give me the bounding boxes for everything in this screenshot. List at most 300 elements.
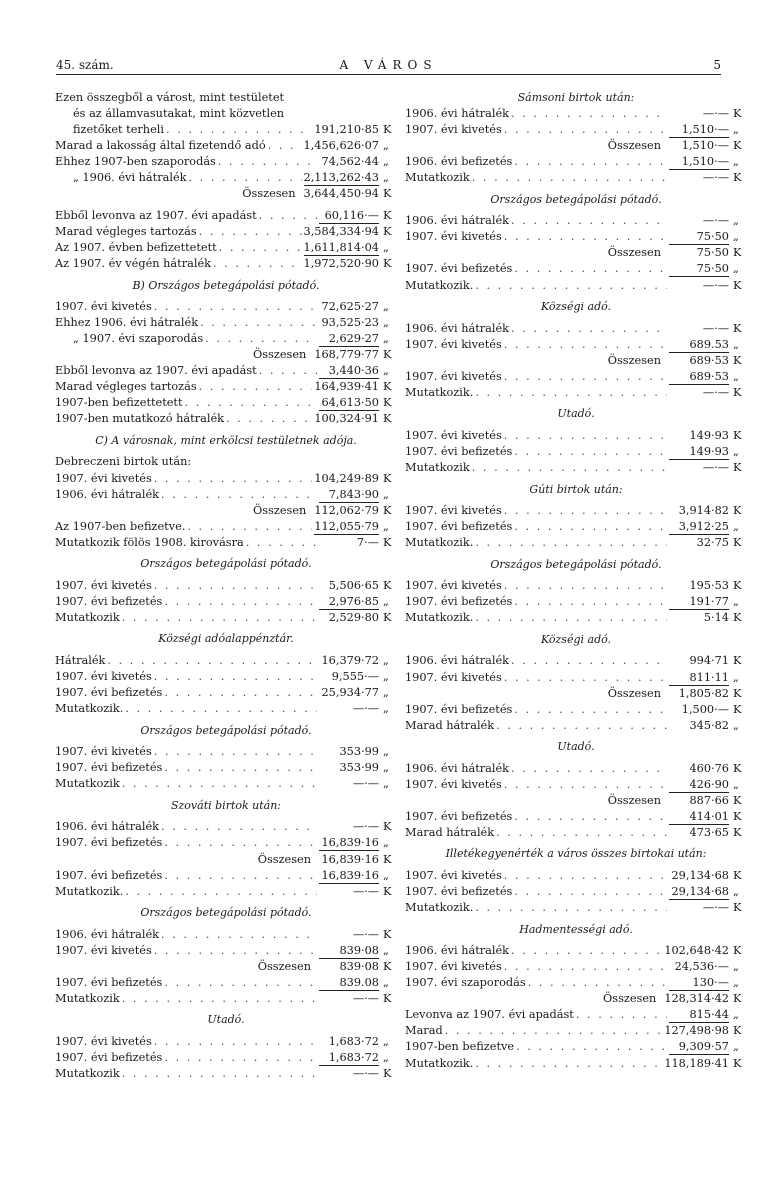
dot-leader <box>188 170 301 186</box>
row-label: Mutatkozik. <box>405 1056 474 1070</box>
dot-leader <box>504 369 667 385</box>
dot-leader <box>268 138 302 154</box>
currency-mark: K <box>383 396 392 410</box>
dot-leader <box>514 154 667 170</box>
row-label: 1906. évi befizetés <box>405 155 513 169</box>
row-label: 1907. évi befizetés <box>55 868 163 882</box>
currency-mark: K <box>383 503 392 517</box>
row-value: —·— <box>702 171 729 185</box>
ledger-row <box>55 610 397 626</box>
row-value: 839·08 <box>339 959 379 973</box>
row-label: Összesen <box>603 992 657 1006</box>
row-value: 118,189·41 <box>664 1056 729 1070</box>
row-value: 3,584,334·94 <box>303 224 379 238</box>
section-heading: Községi adó. <box>540 300 612 314</box>
row-value: —·— <box>702 385 729 399</box>
row-label: Marad hátralék <box>405 718 495 732</box>
row-value: 149·93 <box>669 445 729 460</box>
dot-leader <box>226 411 312 427</box>
dot-leader <box>213 256 302 272</box>
row-value: —·— <box>352 927 379 941</box>
ledger-row <box>405 777 747 793</box>
section-heading: Szováti birtok után: <box>170 798 282 812</box>
currency-mark: „ <box>383 155 389 169</box>
row-label: Mutatkozik. <box>405 901 474 915</box>
currency-mark: K <box>733 107 742 121</box>
currency-mark: K <box>383 123 392 137</box>
ledger-row <box>55 224 397 240</box>
row-value: 1,500·— <box>681 702 729 716</box>
row-value: 32·75 <box>696 536 729 550</box>
ledger-row <box>405 578 747 594</box>
row-label: Összesen <box>607 686 661 700</box>
row-label: Mutatkozik <box>55 991 120 1005</box>
row-value: —·— <box>702 214 729 228</box>
row-label: Mutatkozik fölös 1908. kirovásra <box>55 535 244 549</box>
dot-leader <box>504 503 667 519</box>
row-value: 29,134·68 <box>671 869 729 883</box>
ledger-row <box>55 154 397 170</box>
row-label: 1907. évi befizetés <box>405 595 513 609</box>
row-value: 16,839·16 <box>319 836 379 851</box>
row-value: 811·11 <box>669 671 729 686</box>
row-label: 1907. évi befizetés <box>405 262 513 276</box>
row-label: Mutatkozik. <box>55 884 124 898</box>
ledger-row <box>405 809 747 825</box>
total-row <box>55 852 397 868</box>
ledger-row <box>405 444 747 460</box>
currency-mark: K <box>733 992 742 1006</box>
row-value: 1,611,814·04 <box>303 240 379 254</box>
dot-leader <box>199 379 313 395</box>
dot-leader <box>504 428 667 444</box>
currency-mark: „ <box>733 595 739 609</box>
row-label: 1907. évi befizetés <box>55 686 163 700</box>
ledger-row <box>55 379 397 395</box>
dot-leader <box>514 444 667 460</box>
ledger-row <box>55 744 397 760</box>
row-label: 1907. évi szaporodás <box>405 976 526 990</box>
currency-mark: „ <box>383 670 389 684</box>
row-value: —·— <box>702 278 729 292</box>
section-heading: Hadmentességi adó. <box>519 922 633 936</box>
dot-leader <box>445 1023 663 1039</box>
row-value: 149·93 <box>689 428 729 442</box>
dot-leader <box>475 610 667 626</box>
currency-mark: K <box>733 611 742 625</box>
currency-mark: K <box>733 536 742 550</box>
dot-leader <box>514 261 667 277</box>
row-value: 60,116·— <box>319 209 379 224</box>
ledger-row <box>405 900 747 916</box>
row-value: 414·01 <box>669 810 729 825</box>
dot-leader <box>199 224 302 240</box>
row-label: Mutatkozik. <box>55 702 124 716</box>
section-heading: Országos betegápolási pótadó. <box>490 557 662 571</box>
row-label: 1907. évi kivetés <box>405 337 502 351</box>
currency-mark: „ <box>733 262 739 276</box>
dot-leader <box>161 487 317 503</box>
publication-title: A VÁROS <box>339 58 438 72</box>
row-value: 102,648·42 <box>664 944 729 958</box>
currency-mark: K <box>733 793 742 807</box>
currency-mark: K <box>733 428 742 442</box>
currency-mark: „ <box>383 745 389 759</box>
row-label: Mutatkozik. <box>405 278 474 292</box>
ledger-row <box>405 106 747 122</box>
ledger-row <box>55 122 397 138</box>
page-number: 5 <box>713 58 721 72</box>
row-value: 689·53 <box>689 353 729 367</box>
section-heading: Országos betegápolási pótadó. <box>140 557 312 571</box>
currency-mark: K <box>733 321 742 335</box>
row-label: Mutatkozik <box>55 1067 120 1081</box>
ledger-row <box>405 154 747 170</box>
row-value: 1,683·72 <box>328 1034 379 1048</box>
row-value: 1,683·72 <box>319 1051 379 1066</box>
dot-leader <box>511 321 667 337</box>
currency-mark: K <box>733 579 742 593</box>
ledger-row <box>405 1007 747 1023</box>
currency-mark: K <box>733 869 742 883</box>
dot-leader <box>166 122 312 138</box>
row-value: 7,843·90 <box>319 488 379 503</box>
dot-leader <box>161 927 317 943</box>
row-label: 1907. évi befizetés <box>405 702 513 716</box>
ledger-row <box>55 701 397 717</box>
row-value: —·— <box>352 702 379 716</box>
row-value: 130·— <box>669 976 729 991</box>
dot-leader <box>259 363 317 379</box>
currency-mark: „ <box>733 444 739 458</box>
currency-mark: K <box>733 1024 742 1038</box>
row-value: —·— <box>352 820 379 834</box>
dot-leader <box>164 975 317 991</box>
currency-mark: K <box>383 208 392 222</box>
issue-number: 45. szám. <box>56 58 114 72</box>
ledger-row <box>405 1056 747 1072</box>
currency-mark: K <box>383 884 392 898</box>
row-value: 3,914·82 <box>678 504 729 518</box>
currency-mark: K <box>733 460 742 474</box>
dot-leader <box>154 744 317 760</box>
currency-mark: „ <box>733 960 739 974</box>
row-label: 1907. évi befizetés <box>55 761 163 775</box>
dot-leader <box>472 460 667 476</box>
dot-leader <box>125 701 317 717</box>
section-heading: Utadó. <box>557 407 595 421</box>
ledger-row <box>405 884 747 900</box>
row-value: —·— <box>352 884 379 898</box>
currency-mark: K <box>383 412 392 426</box>
row-value: 16,839·16 <box>321 852 379 866</box>
currency-mark: K <box>733 171 742 185</box>
currency-mark: K <box>733 702 742 716</box>
currency-mark: K <box>733 761 742 775</box>
currency-mark: „ <box>383 332 389 346</box>
total-row <box>405 245 747 261</box>
row-value: 689.53 <box>669 338 729 353</box>
row-label: 1907. évi kivetés <box>405 428 502 442</box>
row-value: 9,309·57 <box>669 1040 729 1055</box>
currency-mark: „ <box>733 885 739 899</box>
currency-mark: „ <box>383 594 389 608</box>
row-value: 104,249·89 <box>314 471 379 485</box>
currency-mark: „ <box>733 337 739 351</box>
dot-leader <box>122 776 317 792</box>
row-value: 75·50 <box>669 230 729 245</box>
ledger-row <box>405 369 747 385</box>
currency-mark: K <box>383 380 392 394</box>
row-value: 24,536·— <box>674 960 729 974</box>
section-heading: Községi adó. <box>540 632 612 646</box>
dot-leader <box>514 519 667 535</box>
row-label: Marad <box>405 1024 443 1038</box>
currency-mark: K <box>733 139 742 153</box>
dot-leader <box>200 315 317 331</box>
ledger-row <box>405 959 747 975</box>
dot-leader <box>475 1056 662 1072</box>
row-value: 1,805·82 <box>678 686 729 700</box>
row-label: 1907. évi befizetés <box>405 809 513 823</box>
currency-mark: „ <box>733 1008 739 1022</box>
row-label: Összesen <box>607 793 661 807</box>
section-heading: Országos betegápolási pótadó. <box>140 723 312 737</box>
row-label: Mutatkozik <box>405 171 470 185</box>
row-label: „ 1907. évi szaporodás <box>73 332 204 346</box>
ledger-row <box>405 122 747 138</box>
row-label: 1907. évi kivetés <box>55 670 152 684</box>
row-label: Mutatkozik. <box>405 536 474 550</box>
row-label: 1906. évi hátralék <box>55 487 160 501</box>
currency-mark: K <box>733 504 742 518</box>
row-value: 3,644,450·94 <box>303 187 379 201</box>
currency-mark: K <box>383 535 392 549</box>
currency-mark: K <box>733 825 742 839</box>
row-label: Ehhez 1907-ben szaporodás <box>55 155 216 169</box>
row-value: 75·50 <box>669 262 729 277</box>
ledger-row <box>55 240 397 256</box>
currency-mark: K <box>733 686 742 700</box>
ledger-row <box>55 685 397 701</box>
dot-leader <box>504 122 667 138</box>
ledger-row <box>55 578 397 594</box>
ledger-row <box>55 653 397 669</box>
row-label: Összesen <box>257 959 311 973</box>
ledger-row <box>55 776 397 792</box>
row-value: 195·53 <box>689 579 729 593</box>
row-value: 7·— <box>356 535 379 549</box>
dot-leader <box>154 578 317 594</box>
row-value: 815·44 <box>669 1008 729 1023</box>
row-label: Ebből levonva az 1907. évi apadást <box>55 208 257 222</box>
currency-mark: K <box>733 1056 742 1070</box>
ledger-row <box>55 487 397 503</box>
ledger-row <box>55 471 397 487</box>
ledger-row <box>405 460 747 476</box>
page-header <box>56 56 721 75</box>
dot-leader <box>164 868 317 884</box>
ledger-row <box>55 454 397 470</box>
section-heading: Gúti birtok után: <box>529 482 623 496</box>
currency-mark: K <box>383 187 392 201</box>
row-label: Mutatkozik. <box>405 611 474 625</box>
currency-mark: „ <box>733 155 739 169</box>
currency-mark: „ <box>383 761 389 775</box>
row-value: 1,510·— <box>681 139 729 153</box>
row-value: 72,625·27 <box>321 300 379 314</box>
row-label: Marad végleges tartozás <box>55 224 197 238</box>
row-label: 1907. évi befizetés <box>405 520 513 534</box>
row-label: 1907. évi befizetés <box>55 594 163 608</box>
currency-mark: „ <box>733 976 739 990</box>
dot-leader <box>511 943 662 959</box>
row-value: 353·99 <box>339 745 379 759</box>
row-label: Összesen <box>242 187 296 201</box>
row-value: 16,839·16 <box>319 869 379 884</box>
dot-leader <box>122 1066 317 1082</box>
row-value: 191·77 <box>669 595 729 610</box>
ledger-row <box>55 594 397 610</box>
ledger-row <box>405 1023 747 1039</box>
currency-mark: „ <box>733 718 739 732</box>
ledger-row <box>405 519 747 535</box>
row-label: 1906. évi hátralék <box>405 214 510 228</box>
total-row <box>405 138 747 154</box>
row-label: Debreczeni birtok után: <box>55 455 192 469</box>
dot-leader <box>504 578 667 594</box>
currency-mark: „ <box>383 171 389 185</box>
dot-leader <box>511 653 667 669</box>
row-label: Összesen <box>607 353 661 367</box>
ledger-row <box>55 1034 397 1050</box>
row-label: 1907. évi befizetés <box>55 975 163 989</box>
dot-leader <box>511 106 667 122</box>
row-label: Ebből levonva az 1907. évi apadást <box>55 364 257 378</box>
dot-leader <box>528 975 667 991</box>
row-label: 1907. évi kivetés <box>405 670 502 684</box>
currency-mark: „ <box>383 777 389 791</box>
ledger-row <box>405 337 747 353</box>
ledger-row <box>405 868 747 884</box>
row-value: —·— <box>352 777 379 791</box>
currency-mark: „ <box>733 230 739 244</box>
currency-mark: „ <box>383 943 389 957</box>
section-heading: Országos betegápolási pótadó. <box>490 192 662 206</box>
row-value: 689·53 <box>669 370 729 385</box>
dot-leader <box>496 718 667 734</box>
dot-leader <box>154 1034 317 1050</box>
row-value: 426·90 <box>669 778 729 793</box>
row-value: 994·71 <box>689 654 729 668</box>
total-row <box>55 503 397 519</box>
dot-leader <box>164 685 317 701</box>
dot-leader <box>514 702 667 718</box>
row-value: —·— <box>702 460 729 474</box>
ledger-row <box>55 835 397 851</box>
row-value: 2,629·27 <box>319 332 379 347</box>
ledger-row <box>55 395 397 411</box>
ledger-row <box>55 868 397 884</box>
row-label: Összesen <box>607 139 661 153</box>
row-value: —·— <box>352 991 379 1005</box>
dot-leader <box>514 884 667 900</box>
row-value: 16,379·72 <box>321 654 379 667</box>
ledger-row <box>405 975 747 991</box>
ledger-row <box>55 927 397 943</box>
currency-mark: „ <box>383 868 389 882</box>
currency-mark: „ <box>383 1051 389 1065</box>
currency-mark: K <box>383 927 392 941</box>
row-value: 473·65 <box>689 825 729 839</box>
row-label: 1907. évi kivetés <box>405 369 502 383</box>
dot-leader <box>504 229 667 245</box>
dot-leader <box>514 594 667 610</box>
row-value: 1,510·— <box>669 155 729 170</box>
row-value: 5,506·65 <box>328 578 379 592</box>
currency-mark: „ <box>383 686 389 700</box>
currency-mark: K <box>733 278 742 292</box>
ledger-row <box>55 299 397 315</box>
ledger-row <box>55 1050 397 1066</box>
row-value: 75·50 <box>696 246 729 260</box>
dot-leader <box>154 669 317 685</box>
ledger-row <box>405 943 747 959</box>
currency-mark: „ <box>733 670 739 684</box>
ledger-row <box>405 610 747 626</box>
row-value: 1,510·— <box>669 123 729 138</box>
row-label: 1907. évi kivetés <box>405 777 502 791</box>
row-label: 1906. évi hátralék <box>405 944 510 958</box>
ledger-row <box>405 213 747 229</box>
dot-leader <box>475 385 667 401</box>
dot-leader <box>496 825 667 841</box>
row-label: fizetőket terheli <box>73 123 164 137</box>
currency-mark: K <box>733 353 742 367</box>
ledger-row <box>55 106 397 122</box>
ledger-row <box>405 321 747 337</box>
currency-mark: „ <box>733 369 739 383</box>
row-value: 127,498·98 <box>664 1024 729 1038</box>
ledger-row <box>405 503 747 519</box>
dot-leader <box>125 884 317 900</box>
row-label: 1906. évi hátralék <box>55 820 160 834</box>
currency-mark: K <box>733 385 742 399</box>
row-value: 839·08 <box>319 944 379 959</box>
dot-leader <box>164 594 317 610</box>
section-heading: Utadó. <box>557 740 595 754</box>
currency-mark: „ <box>383 240 389 254</box>
row-value: 3,440·36 <box>319 364 379 379</box>
dot-leader <box>516 1039 667 1055</box>
ledger-row <box>405 229 747 245</box>
row-value: 191,210·85 <box>314 123 379 137</box>
row-label: Mutatkozik <box>405 460 470 474</box>
row-label: Összesen <box>607 246 661 260</box>
ledger-row <box>405 825 747 841</box>
currency-mark: „ <box>383 1034 389 1048</box>
dot-leader <box>187 519 312 535</box>
dot-leader <box>122 991 317 1007</box>
currency-mark: „ <box>383 836 389 850</box>
dot-leader <box>164 835 317 851</box>
row-label: 1907-ben befizettetett <box>55 396 183 410</box>
dot-leader <box>154 471 313 487</box>
ledger-row <box>55 90 397 106</box>
currency-mark: „ <box>383 519 389 533</box>
row-label: 1906. évi hátralék <box>405 654 510 668</box>
dot-leader <box>164 1050 317 1066</box>
